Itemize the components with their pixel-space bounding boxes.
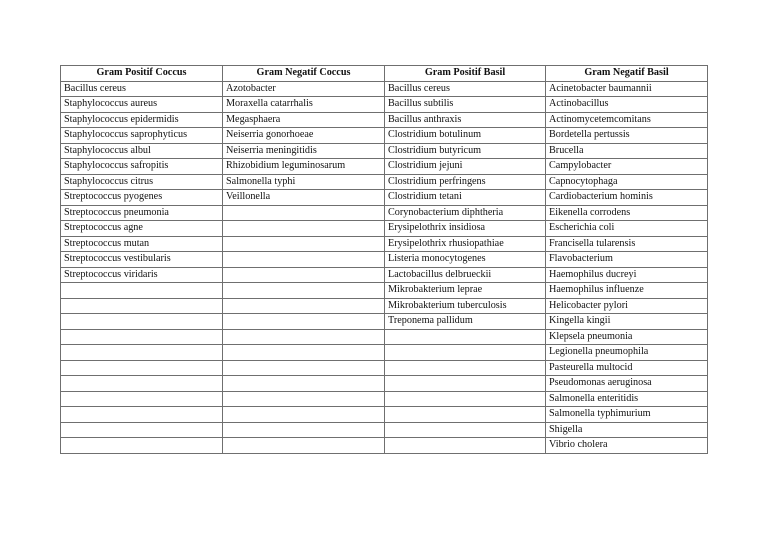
gram-negative-coccus-cell	[223, 205, 385, 221]
gram-negative-coccus-cell	[223, 329, 385, 345]
table-row	[61, 298, 708, 314]
table-row	[61, 143, 708, 159]
table-row	[61, 236, 708, 252]
gram-negative-bacillus-cell: Eikenella corrodens	[546, 205, 708, 221]
table-row	[61, 112, 708, 128]
gram-positive-bacillus-cell: Clostridium perfringens	[385, 174, 546, 190]
gram-positive-coccus-cell: Staphylococcus epidermidis	[61, 112, 223, 128]
gram-positive-bacillus-cell: Erysipelothrix insidiosa	[385, 221, 546, 237]
gram-positive-coccus-cell: Streptococcus mutan	[61, 236, 223, 252]
gram-negative-coccus-cell	[223, 376, 385, 392]
bacteria-classification-table	[60, 65, 708, 454]
gram-negative-bacillus-cell: Brucella	[546, 143, 708, 159]
gram-positive-coccus-cell: Staphylococcus aureus	[61, 97, 223, 113]
gram-negative-bacillus-cell: Pseudomonas aeruginosa	[546, 376, 708, 392]
gram-positive-bacillus-cell: Bacillus cereus	[385, 81, 546, 97]
gram-negative-coccus-cell	[223, 252, 385, 268]
table-row	[61, 81, 708, 97]
gram-positive-bacillus-cell	[385, 345, 546, 361]
gram-positive-coccus-cell: Streptococcus viridaris	[61, 267, 223, 283]
gram-positive-bacillus-cell: Listeria monocytogenes	[385, 252, 546, 268]
gram-positive-coccus-cell: Streptococcus pneumonia	[61, 205, 223, 221]
gram-positive-bacillus-cell	[385, 391, 546, 407]
gram-negative-bacillus-cell: Helicobacter pylori	[546, 298, 708, 314]
header-gram-negative-coccus: Gram Negatif Coccus	[223, 66, 385, 82]
table-row	[61, 438, 708, 454]
gram-negative-coccus-cell	[223, 298, 385, 314]
gram-negative-bacillus-cell: Salmonella enteritidis	[546, 391, 708, 407]
gram-negative-coccus-cell	[223, 267, 385, 283]
gram-negative-coccus-cell: Salmonella typhi	[223, 174, 385, 190]
gram-negative-coccus-cell	[223, 314, 385, 330]
gram-positive-coccus-cell: Streptococcus vestibularis	[61, 252, 223, 268]
table-row	[61, 391, 708, 407]
gram-positive-bacillus-cell	[385, 422, 546, 438]
gram-positive-bacillus-cell: Corynobacterium diphtheria	[385, 205, 546, 221]
gram-negative-bacillus-cell: Vibrio cholera	[546, 438, 708, 454]
gram-negative-bacillus-cell: Shigella	[546, 422, 708, 438]
gram-negative-bacillus-cell: Haemophilus influenze	[546, 283, 708, 299]
table-row	[61, 329, 708, 345]
gram-positive-bacillus-cell: Clostridium jejuni	[385, 159, 546, 175]
gram-positive-coccus-cell: Streptococcus pyogenes	[61, 190, 223, 206]
table-row	[61, 97, 708, 113]
gram-positive-bacillus-cell	[385, 438, 546, 454]
gram-negative-coccus-cell: Megasphaera	[223, 112, 385, 128]
gram-negative-coccus-cell	[223, 236, 385, 252]
gram-positive-bacillus-cell: Clostridium butyricum	[385, 143, 546, 159]
gram-positive-coccus-cell	[61, 438, 223, 454]
header-gram-positive-bacillus: Gram Positif Basil	[385, 66, 546, 82]
gram-negative-bacillus-cell: Actinomycetemcomitans	[546, 112, 708, 128]
gram-negative-bacillus-cell: Actinobacillus	[546, 97, 708, 113]
gram-positive-bacillus-cell: Bacillus anthraxis	[385, 112, 546, 128]
gram-positive-bacillus-cell	[385, 360, 546, 376]
gram-positive-bacillus-cell: Treponema pallidum	[385, 314, 546, 330]
gram-negative-coccus-cell	[223, 283, 385, 299]
gram-negative-bacillus-cell: Flavobacterium	[546, 252, 708, 268]
gram-positive-bacillus-cell	[385, 329, 546, 345]
gram-negative-bacillus-cell: Kingella kingii	[546, 314, 708, 330]
gram-negative-coccus-cell	[223, 360, 385, 376]
table-row	[61, 314, 708, 330]
gram-negative-bacillus-cell: Campylobacter	[546, 159, 708, 175]
table-row	[61, 252, 708, 268]
gram-negative-coccus-cell	[223, 345, 385, 361]
gram-negative-coccus-cell	[223, 422, 385, 438]
gram-positive-coccus-cell	[61, 329, 223, 345]
gram-positive-coccus-cell	[61, 298, 223, 314]
gram-positive-coccus-cell	[61, 422, 223, 438]
gram-negative-bacillus-cell: Acinetobacter baumannii	[546, 81, 708, 97]
gram-negative-coccus-cell: Neiserria meningitidis	[223, 143, 385, 159]
gram-negative-coccus-cell	[223, 391, 385, 407]
gram-positive-bacillus-cell	[385, 407, 546, 423]
gram-positive-coccus-cell: Streptococcus agne	[61, 221, 223, 237]
gram-positive-bacillus-cell: Lactobacillus delbrueckii	[385, 267, 546, 283]
gram-positive-coccus-cell	[61, 376, 223, 392]
gram-positive-coccus-cell	[61, 283, 223, 299]
gram-positive-coccus-cell	[61, 360, 223, 376]
gram-negative-bacillus-cell: Francisella tularensis	[546, 236, 708, 252]
gram-negative-bacillus-cell: Escherichia coli	[546, 221, 708, 237]
gram-negative-coccus-cell	[223, 407, 385, 423]
table-body	[61, 81, 708, 453]
table-row	[61, 376, 708, 392]
gram-negative-coccus-cell: Neiserria gonorhoeae	[223, 128, 385, 144]
table-row	[61, 128, 708, 144]
gram-positive-bacillus-cell: Erysipelothrix rhusiopathiae	[385, 236, 546, 252]
gram-positive-coccus-cell	[61, 345, 223, 361]
header-gram-positive-coccus: Gram Positif Coccus	[61, 66, 223, 82]
gram-positive-bacillus-cell: Bacillus subtilis	[385, 97, 546, 113]
table-row	[61, 267, 708, 283]
gram-positive-bacillus-cell: Mikrobakterium tuberculosis	[385, 298, 546, 314]
gram-positive-bacillus-cell	[385, 376, 546, 392]
header-gram-negative-bacillus: Gram Negatif Basil	[546, 66, 708, 82]
gram-positive-coccus-cell: Staphylococcus saprophyticus	[61, 128, 223, 144]
table-row	[61, 190, 708, 206]
table-row	[61, 174, 708, 190]
gram-positive-coccus-cell	[61, 391, 223, 407]
gram-negative-bacillus-cell: Klepsela pneumonia	[546, 329, 708, 345]
gram-positive-coccus-cell: Staphylococcus citrus	[61, 174, 223, 190]
gram-negative-bacillus-cell: Capnocytophaga	[546, 174, 708, 190]
table-row	[61, 360, 708, 376]
gram-positive-coccus-cell	[61, 314, 223, 330]
table-row	[61, 221, 708, 237]
table-row	[61, 422, 708, 438]
gram-negative-bacillus-cell: Bordetella pertussis	[546, 128, 708, 144]
gram-negative-bacillus-cell: Pasteurella multocid	[546, 360, 708, 376]
gram-negative-bacillus-cell: Haemophilus ducreyi	[546, 267, 708, 283]
gram-negative-coccus-cell: Rhizobidium leguminosarum	[223, 159, 385, 175]
gram-negative-coccus-cell: Moraxella catarrhalis	[223, 97, 385, 113]
gram-negative-bacillus-cell: Legionella pneumophila	[546, 345, 708, 361]
gram-negative-bacillus-cell: Salmonella typhimurium	[546, 407, 708, 423]
gram-positive-bacillus-cell: Clostridium botulinum	[385, 128, 546, 144]
gram-positive-bacillus-cell: Clostridium tetani	[385, 190, 546, 206]
table-header-row	[61, 66, 708, 82]
table-row	[61, 345, 708, 361]
gram-negative-coccus-cell	[223, 221, 385, 237]
gram-positive-coccus-cell	[61, 407, 223, 423]
table-row	[61, 283, 708, 299]
table-row	[61, 407, 708, 423]
table-row	[61, 205, 708, 221]
gram-positive-coccus-cell: Staphylococcus safropitis	[61, 159, 223, 175]
gram-positive-coccus-cell: Staphylococcus albul	[61, 143, 223, 159]
gram-negative-coccus-cell: Azotobacter	[223, 81, 385, 97]
gram-negative-bacillus-cell: Cardiobacterium hominis	[546, 190, 708, 206]
gram-negative-coccus-cell: Veillonella	[223, 190, 385, 206]
gram-negative-coccus-cell	[223, 438, 385, 454]
table-row	[61, 159, 708, 175]
gram-positive-coccus-cell: Bacillus cereus	[61, 81, 223, 97]
gram-positive-bacillus-cell: Mikrobakterium leprae	[385, 283, 546, 299]
